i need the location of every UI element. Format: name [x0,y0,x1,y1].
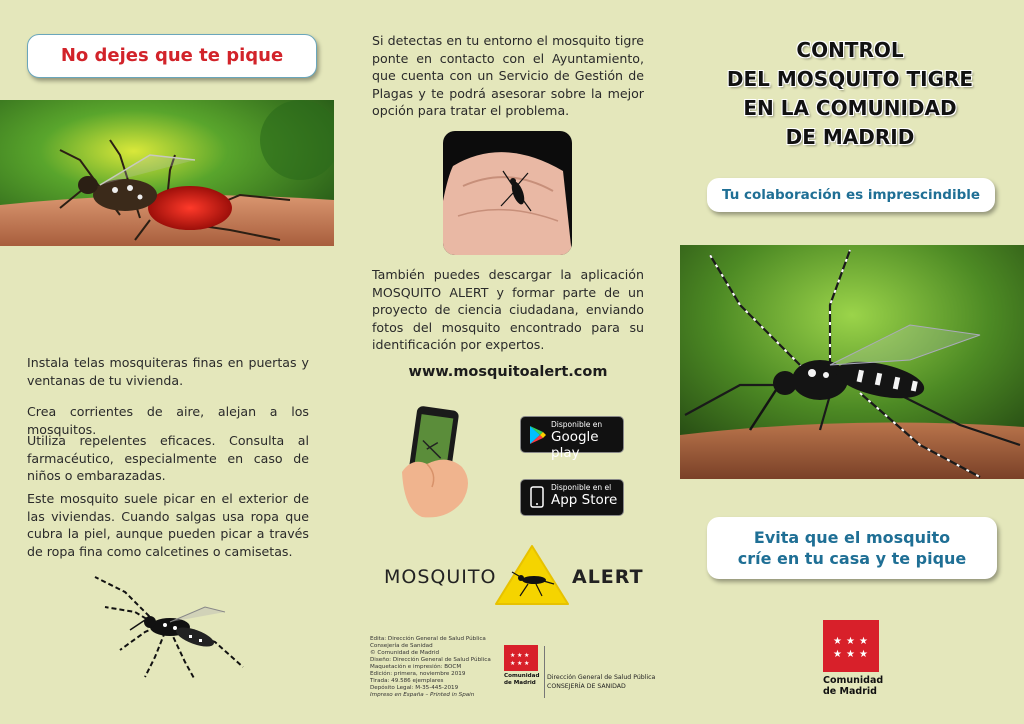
logo-text-line1: Comunidad [504,673,540,679]
google-play-icon [529,425,547,445]
svg-text:★: ★ [524,652,530,659]
panel-contact [340,0,676,724]
svg-text:★: ★ [859,636,868,647]
directorate-line: Dirección General de Salud Pública [547,674,656,681]
publication-credits [370,636,510,699]
google-play-badge[interactable] [520,416,624,461]
contact-paragraph: Si detectas en tu entorno el mosquito tigre ponte en contacto con el Ayuntamiento, que cuenta con un Servicio de Gestión de Plagas y te podrá asesorar sobre la mejor opción para tratar el problema. [372,33,644,118]
madrid-flag [823,620,879,672]
health-directorate-text [547,674,655,691]
credit-line: Maquetación e impresión: BOCM [370,664,462,670]
panel-cover [676,0,1024,724]
svg-text:★: ★ [846,636,855,647]
madrid-flag [504,645,538,671]
apple-icon [529,486,545,508]
svg-text:★: ★ [524,660,530,667]
svg-text:★: ★ [510,660,516,667]
credit-line: Diseño: Dirección General de Salud Pública [370,657,491,663]
logo-text-line1: Comunidad [823,675,884,686]
credit-line: Edita: Dirección General de Salud Pública [370,636,486,642]
tip-clothing: Este mosquito suele picar en el exterior de las viviendas. Cuando salgas usa ropa que cubra la piel, aunque pueden picar a través de ropa fina como calcetines o camisetas. [27,491,309,559]
app-paragraph: También puedes descargar la aplicación MOSQUITO ALERT y formar parte de un proyecto de ciencia ciudadana, enviando fotos del mosquito encontrado para su identificación por expertos. [372,267,644,352]
tip-repellents: Utiliza repelentes eficaces. Consulta al farmacéutico, especialmente en caso de niños o embarazadas. [27,433,309,483]
mosquito-illustration [85,572,245,682]
credit-line: Impreso en España – Printed in Spain [370,692,475,698]
credit-line: Depósito Legal: M-35-445-2019 [370,685,459,691]
svg-text:★: ★ [846,649,855,660]
brochure-title [676,36,1024,152]
svg-text:★: ★ [517,660,523,667]
callout-line: críe en tu casa y te pique [737,549,967,568]
svg-text:★: ★ [517,652,523,659]
website-link[interactable]: www.mosquitoalert.com [408,364,608,380]
warning-triangle-icon [494,544,570,606]
alert-logo-word-alert: ALERT [572,566,644,588]
stars-icon [504,645,538,671]
mosquito-on-finger-photo [443,131,572,255]
title-line: EN LA COMUNIDAD [743,96,957,120]
credit-line: Tirada: 49.586 ejemplares [370,678,444,684]
comunidad-madrid-logo-small [504,645,544,687]
alert-logo-word-mosquito: MOSQUITO [384,566,497,588]
title-line: DEL MOSQUITO TIGRE [726,67,974,91]
app-store-small-text: Disponible en el [551,483,612,492]
logo-text [504,673,544,687]
credit-line: Edición: primera, noviembre 2019 [370,671,466,677]
credit-line: © Comunidad de Madrid [370,650,440,656]
collaboration-tagline: Tu colaboración es imprescindible [707,178,995,212]
logo-text-line2: de Madrid [504,680,536,686]
mosquito-alert-logo [384,544,644,610]
logo-divider [544,646,545,698]
tip-air-currents: Crea corrientes de aire, alejan a los mosquitos. [27,404,309,437]
prevention-callout [707,517,997,579]
app-store-name: App Store [551,492,618,508]
ministry-line: CONSEJERÍA DE SANIDAD [547,682,626,690]
tip-mosquito-nets: Instala telas mosquiteras finas en puertas y ventanas de tu vivienda. [27,355,309,388]
google-play-store-name: Google play [551,429,599,461]
title-line: DE MADRID [785,125,915,149]
panel-prevention [0,0,340,724]
callout-line: Evita que el mosquito [753,528,951,547]
google-play-small-text: Disponible en [551,420,603,429]
tiger-mosquito-photo [680,245,1024,479]
svg-text:★: ★ [833,649,842,660]
credit-line: Consejería de Sanidad [370,643,433,649]
comunidad-madrid-logo [823,620,903,697]
app-store-badge[interactable] [520,479,624,516]
logo-text-line2: de Madrid [823,686,877,697]
svg-text:★: ★ [510,652,516,659]
svg-text:★: ★ [833,636,842,647]
phone-illustration [402,402,482,522]
stars-icon [823,620,879,672]
logo-text [823,675,903,697]
svg-text:★: ★ [859,649,868,660]
mosquito-biting-photo [0,100,334,246]
title-line: CONTROL [796,38,904,62]
slogan-banner: No dejes que te pique [27,34,317,78]
